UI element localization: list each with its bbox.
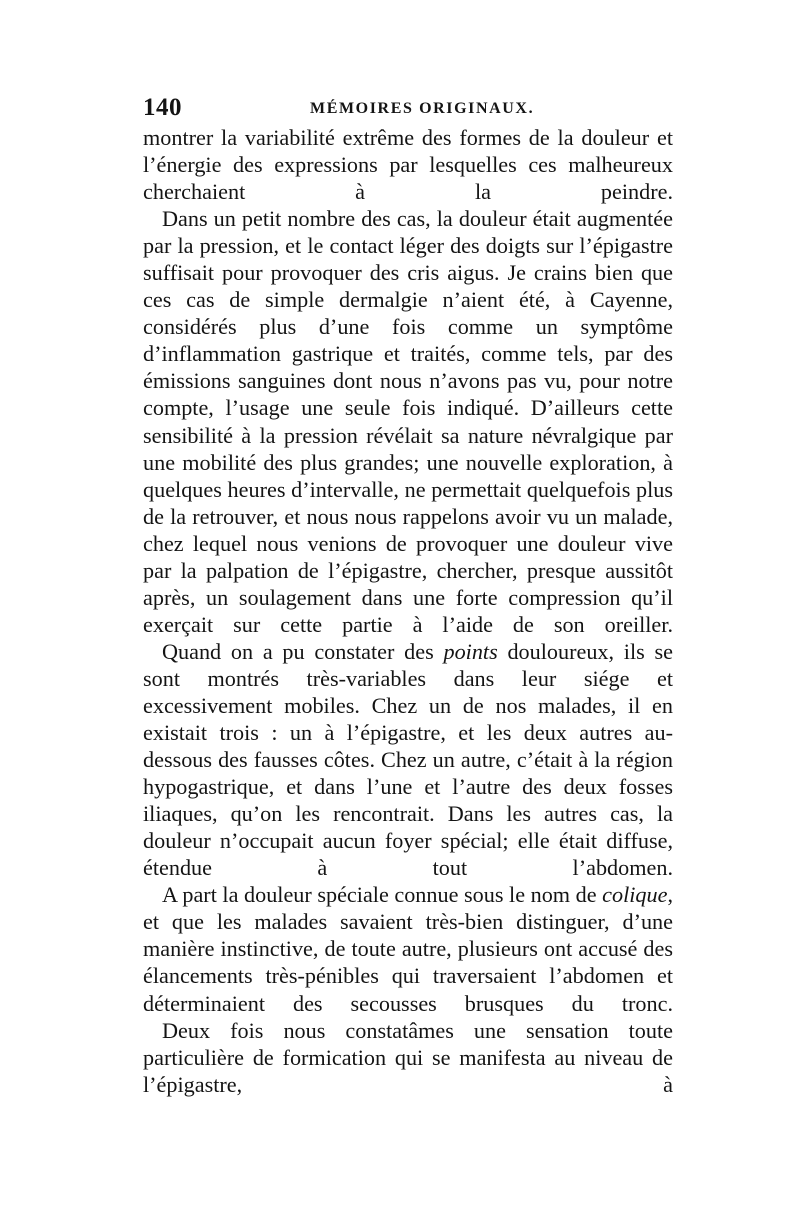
paragraph-text-before-emphasis: Quand on a pu constater des — [162, 638, 444, 664]
paragraph-text: Deux fois nous constatâmes une sensation toute particulière de formication qui se manifesta au niveau de l’épigastre, à — [143, 1017, 673, 1097]
paragraph-formication — [143, 1017, 673, 1098]
page-header — [143, 94, 673, 124]
paragraph-text-after-emphasis: , et que les malades savaient très-bien distinguer, d’une manière instinctive, de toute autre, plusieurs ont accusé des élancements très-pénibles qui traversaient l’abdomen et déterminaient des secousses brusques du tronc. — [143, 882, 673, 1016]
paragraph-text: montrer la variabilité extrême des formes de la douleur et l’énergie des expressions par lesquelles ces malheureux cherchaient à la peindre. — [143, 125, 673, 205]
book-page — [143, 94, 673, 1098]
body-text — [143, 124, 673, 1098]
paragraph-text-after-emphasis: douloureux, ils se sont montrés très-variables dans leur siége et excessivement mobiles. Chez un de nos malades, il en existait trois : un à l’épigastre, et les deux autres au-dessous des fausses côtes. Chez un autre, c’était à la région hypogastrique, et dans l’une et l’autre des deux fosses iliaques, qu’on les rencontrait. Dans les autres cas, la douleur n’occupait aucun foyer spécial; elle était diffuse, étendue à tout l’abdomen. — [143, 638, 673, 881]
paragraph-dermalgie — [143, 205, 673, 638]
running-title: MÉMOIRES ORIGINAUX. — [310, 100, 535, 117]
paragraph-points-douloureux — [143, 638, 673, 881]
page-number: 140 — [143, 94, 182, 121]
paragraph-text: Dans un petit nombre des cas, la douleur était augmentée par la pression, et le contact léger des doigts sur l’épigastre suffisait pour provoquer des cris aigus. Je crains bien que ces cas de simple dermalgie n’aient été, à Cayenne, considérés plus d’une fois comme un symptôme d’inflammation gastrique et traités, comme tels, par des émissions sanguines dont nous n’avons pas vu, pour notre compte, l’usage une seule fois indiqué. D’ailleurs cette sensibilité à la pression révélait sa nature névralgique par une mobilité des plus grandes; une nouvelle exploration, à quelques heures d’intervalle, ne permettait quelquefois plus de la retrouver, et nous nous rappelons avoir vu un malade, chez lequel nous venions de provoquer une douleur vive par la palpation de l’épigastre, chercher, presque aussitôt après, un soulagement dans une forte compression qu’il exerçait sur cette partie à l’aide de son oreiller. — [143, 206, 673, 637]
paragraph-continuation — [143, 124, 673, 205]
paragraph-colique — [143, 881, 673, 1016]
emphasized-word: points — [443, 638, 498, 664]
paragraph-text-before-emphasis: A part la douleur spéciale connue sous le nom de — [162, 882, 603, 908]
emphasized-word: colique — [602, 882, 668, 908]
